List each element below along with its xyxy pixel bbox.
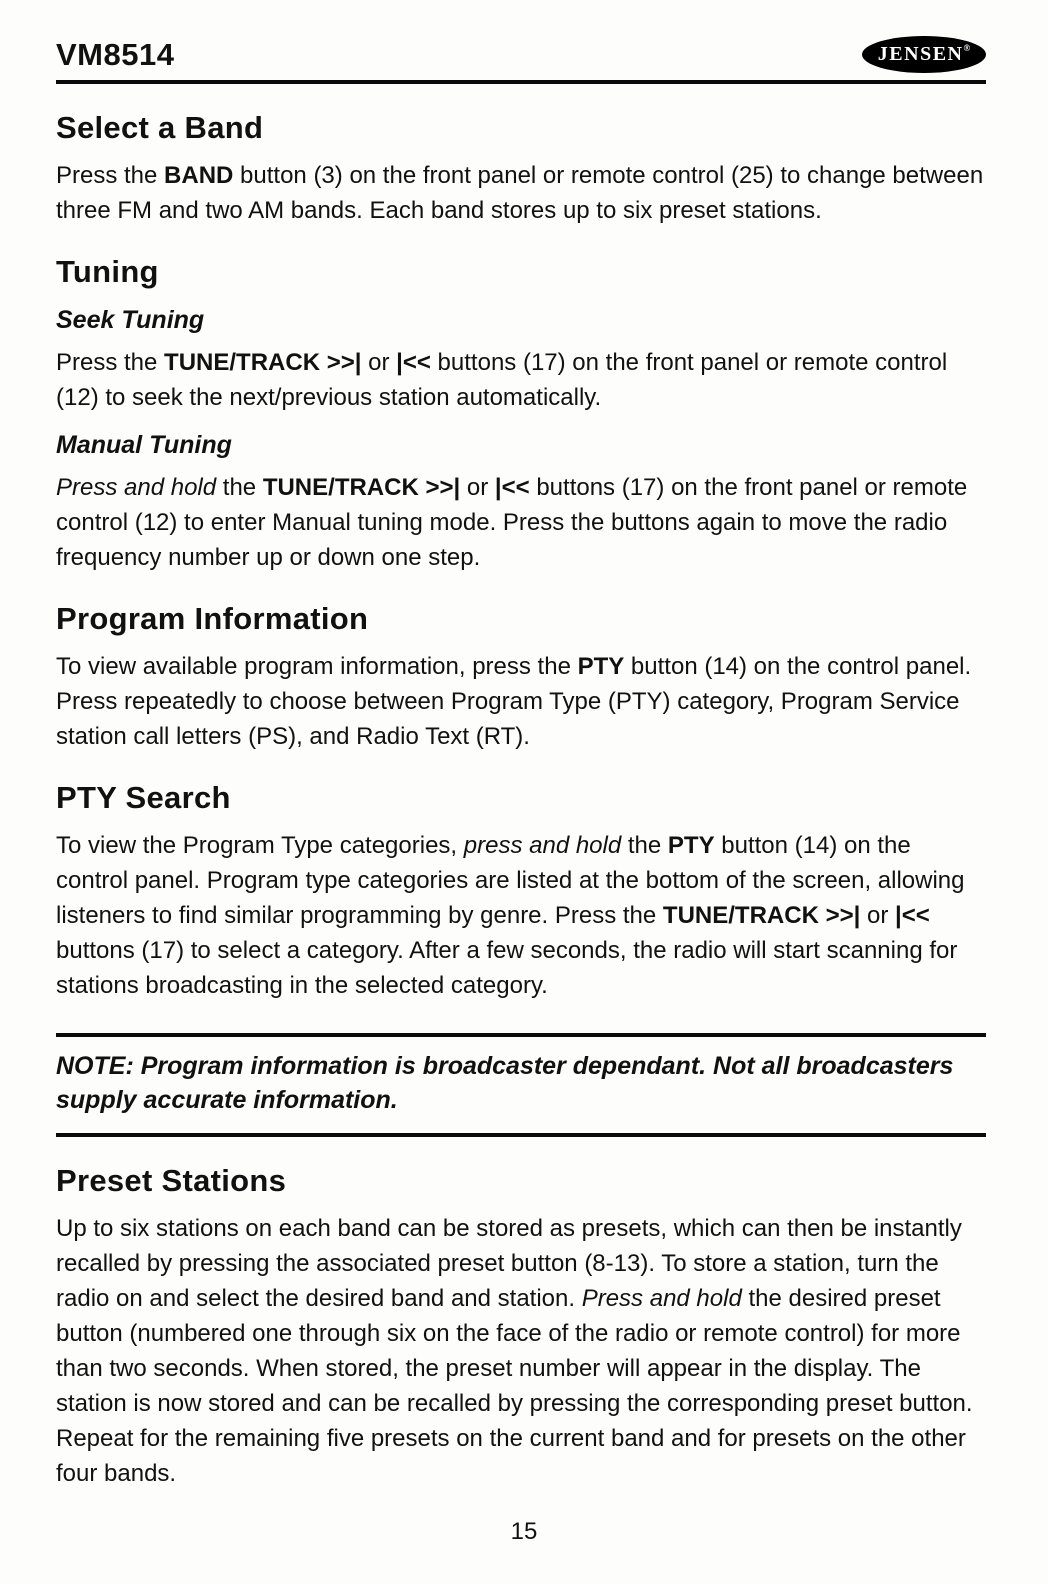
preset-stations-paragraph: Up to six stations on each band can be stored as presets, which can then be instantly recalled by pressing the associated preset button (8-13). To store a station, turn the radio on and select the desired band and station. Press and hold the desired preset button (numbered one through six on the face of the radio or remote control) for more than two seconds. When stored, the preset number will appear in the display. The station is now stored and can be recalled by pressing the corresponding preset button. Repeat for the remaining five presets on the current band and for presets on the other four bands.: [56, 1215, 973, 1487]
manual-tuning-subheading: Manual Tuning: [56, 431, 232, 459]
pty-search-paragraph: To view the Program Type categories, press and hold the PTY button (14) on the control panel. Program type categories are listed at the bottom of the screen, allowing listeners to find similar programming by genre. Press the TUNE/TRACK >>| or |<< buttons (17) to select a category. After a few seconds, the radio will start scanning for stations broadcasting in the selected category.: [56, 832, 965, 999]
preset-stations-heading: Preset Stations: [56, 1163, 287, 1198]
note-paragraph: NOTE: Program information is broadcaster dependant. Not all broadcasters supply accurate information.: [56, 1052, 954, 1114]
select-band-paragraph: Press the BAND button (3) on the front panel or remote control (25) to change between three FM and two AM bands. Each band stores up to six preset stations.: [56, 162, 984, 224]
section-select-band: [56, 110, 986, 228]
tuning-heading: Tuning: [56, 254, 159, 289]
manual-tuning-paragraph: Press and hold the TUNE/TRACK >>| or |<< buttons (17) on the front panel or remote control (12) to enter Manual tuning mode. Press the buttons again to move the radio frequency number up or down one step.: [56, 474, 968, 571]
program-information-heading: Program Information: [56, 601, 369, 636]
model-number: VM8514: [56, 36, 175, 72]
note-block: [56, 1033, 986, 1137]
page-number: 15: [510, 1518, 538, 1545]
seek-tuning-subheading: Seek Tuning: [56, 306, 205, 334]
jensen-logo-text: JENSEN: [877, 43, 964, 65]
seek-tuning-paragraph: Press the TUNE/TRACK >>| or |<< buttons (17) on the front panel or remote control (12) to seek the next/previous station automatically.: [56, 349, 948, 411]
jensen-logo: [862, 36, 986, 73]
section-tuning: [56, 254, 986, 575]
program-information-paragraph: To view available program information, press the PTY button (14) on the control panel. Press repeatedly to choose between Program Type (PTY) category, Program Service station call letters (PS), and Radio Text (RT).: [56, 653, 972, 750]
pty-search-heading: PTY Search: [56, 780, 231, 815]
page-header: [56, 36, 986, 73]
section-program-information: [56, 601, 986, 754]
section-preset-stations: [56, 1163, 986, 1491]
registered-trademark-mark: ®: [963, 43, 971, 53]
header-divider: [56, 80, 986, 84]
section-pty-search: [56, 780, 986, 1003]
select-band-heading: Select a Band: [56, 110, 264, 145]
